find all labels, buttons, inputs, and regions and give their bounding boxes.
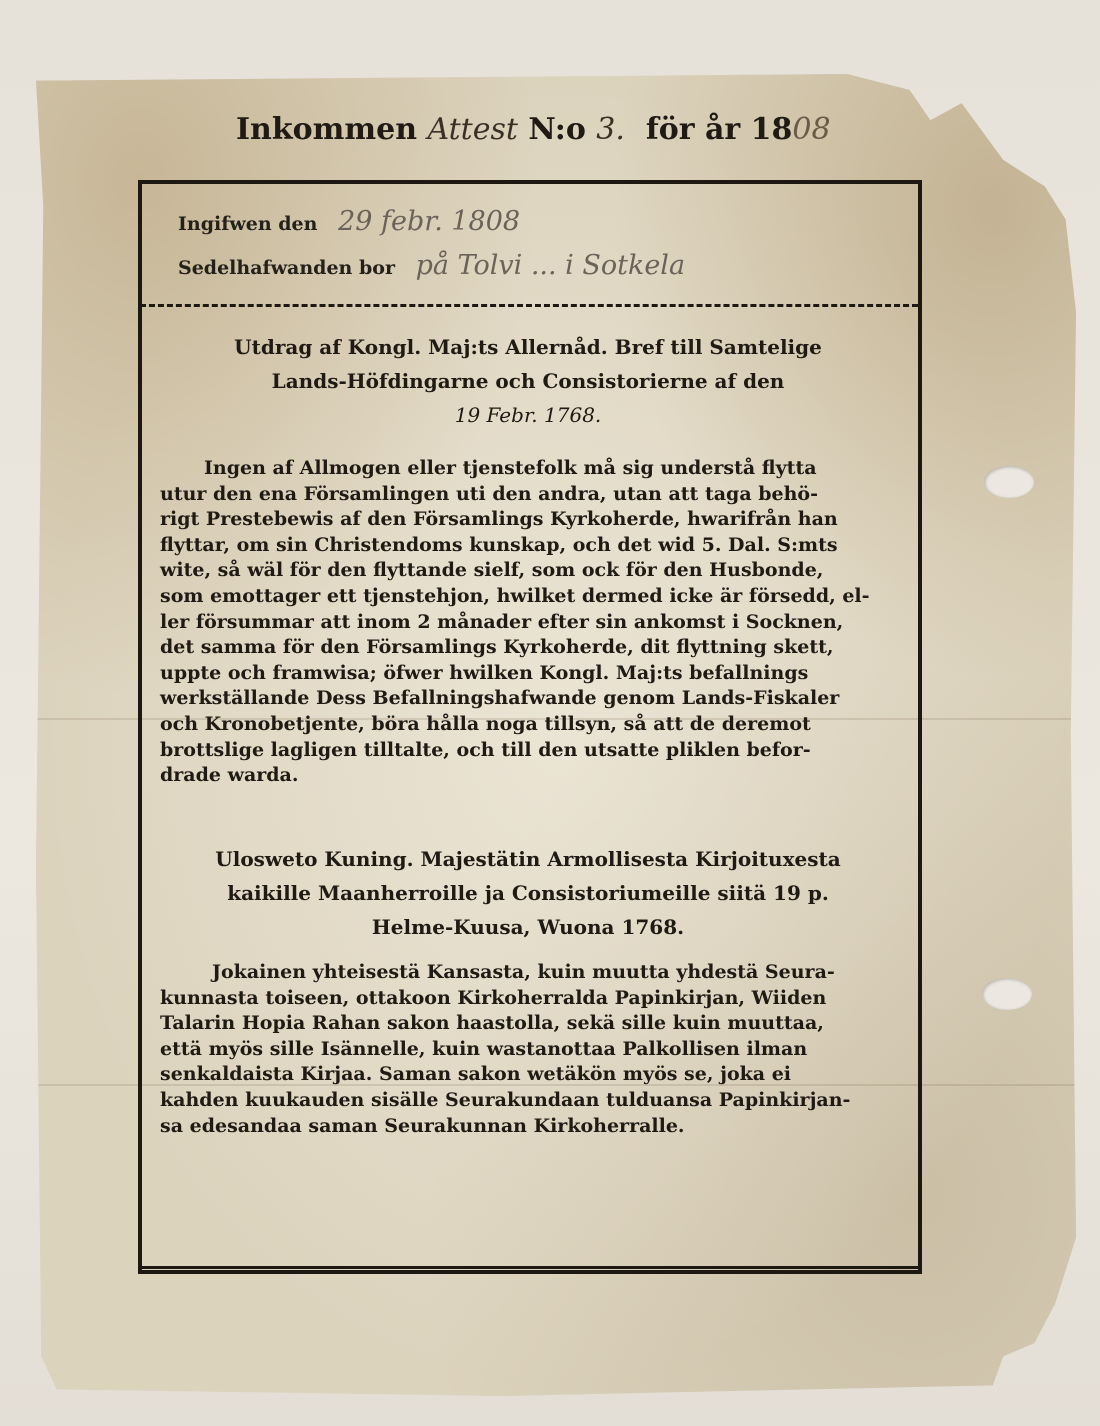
finnish-heading-line: Ulosweto Kuning. Majestätin Armollisesta Kirjoituxesta (215, 847, 841, 871)
finnish-body-line: kunnasta toiseen, ottakoon Kirkoherralda Papinkirjan, Wiiden (160, 986, 827, 1009)
submitted-label: Ingifwen den (178, 213, 318, 235)
finnish-body-line: että myös sille Isännelle, kuin wastanottaa Palkollisen ilman (160, 1037, 808, 1060)
finnish-body-line: senkaldaista Kirjaa. Saman sakon wetäkön myös se, joka ei (160, 1063, 792, 1086)
swedish-heading-line: Utdrag af Kongl. Maj:ts Allernåd. Bref till Samtelige (234, 335, 822, 359)
finnish-body-line: kahden kuukauden sisälle Seurakundaan tulduansa Papinkirjan- (160, 1088, 851, 1111)
holder-row (178, 250, 685, 281)
swedish-body-line: Ingen af Allmogen eller tjenstefolk må sig understå flytta (204, 457, 817, 479)
swedish-heading (178, 330, 878, 432)
swedish-body-line: brottslige lagligen tilltalte, och till den utsatte pliklen befor- (160, 738, 811, 761)
title-year-label: för år 18 (645, 112, 793, 147)
swedish-body-line: wite, så wäl för den flyttande sielf, som ock för den Husbonde, (160, 559, 824, 582)
swedish-body-line: uppte och framwisa; öfwer hwilken Kongl. Maj:ts befallnings (160, 661, 809, 684)
title-year-handwritten: 08 (792, 112, 831, 147)
swedish-body-line: som emottager ett tjenstehjon, hwilket dermed icke är försedd, el- (160, 584, 870, 607)
swedish-heading-line: 19 Febr. 1768. (454, 403, 602, 427)
finnish-body-line: Talarin Hopia Rahan sakon haastolla, sekä sille kuin muuttaa, (160, 1012, 824, 1035)
submitted-row (178, 206, 520, 237)
title-number-label: N:o (528, 112, 586, 147)
finnish-body-line: sa edesandaa saman Seurakunnan Kirkoherralle. (160, 1114, 685, 1137)
frame-bottom-rule (140, 1266, 920, 1269)
finnish-heading (178, 842, 878, 944)
swedish-heading-line: Lands-Höfdingarne och Consistorierne af den (271, 369, 785, 393)
swedish-body-line: och Kronobetjente, böra hålla noga tillsyn, så att de deremot (160, 712, 811, 735)
swedish-body-line: flyttar, om sin Christendoms kunskap, och det wid 5. Dal. S:mts (160, 533, 838, 556)
swedish-body-line: utur den ena Församlingen uti den andra, utan att taga behö- (160, 482, 818, 505)
holder-value: på Tolvi ... i Sotkela (415, 250, 686, 281)
holder-label: Sedelhafwanden bor (178, 257, 395, 279)
binder-hole (982, 978, 1032, 1010)
swedish-body-line: drade warda. (160, 764, 299, 787)
dashed-divider (140, 304, 918, 307)
page-title (236, 112, 856, 147)
swedish-body (160, 456, 912, 789)
finnish-body-line: Jokainen yhteisestä Kansasta, kuin muutta yhdestä Seura- (212, 961, 835, 983)
swedish-body-line: det samma för den Församlings Kyrkoherde, dit flyttning skett, (160, 636, 834, 659)
finnish-heading-line: Helme-Kuusa, Wuona 1768. (371, 915, 685, 939)
swedish-body-line: werkställande Dess Befallningshafwande genom Lands-Fiskaler (160, 687, 840, 710)
submitted-value: 29 febr. 1808 (338, 206, 521, 237)
binder-hole (984, 466, 1034, 498)
title-number: 3. (596, 112, 625, 147)
finnish-heading-line: kaikille Maanherroille ja Consistoriumeille siitä 19 p. (227, 881, 829, 905)
title-attest: Attest (427, 112, 518, 147)
title-prefix: Inkommen (236, 112, 418, 147)
swedish-body-line: ler försummar att inom 2 månader efter sin ankomst i Socknen, (160, 610, 844, 633)
swedish-body-line: rigt Prestebewis af den Församlings Kyrkoherde, hwarifrån han (160, 508, 838, 531)
finnish-body (160, 960, 912, 1139)
